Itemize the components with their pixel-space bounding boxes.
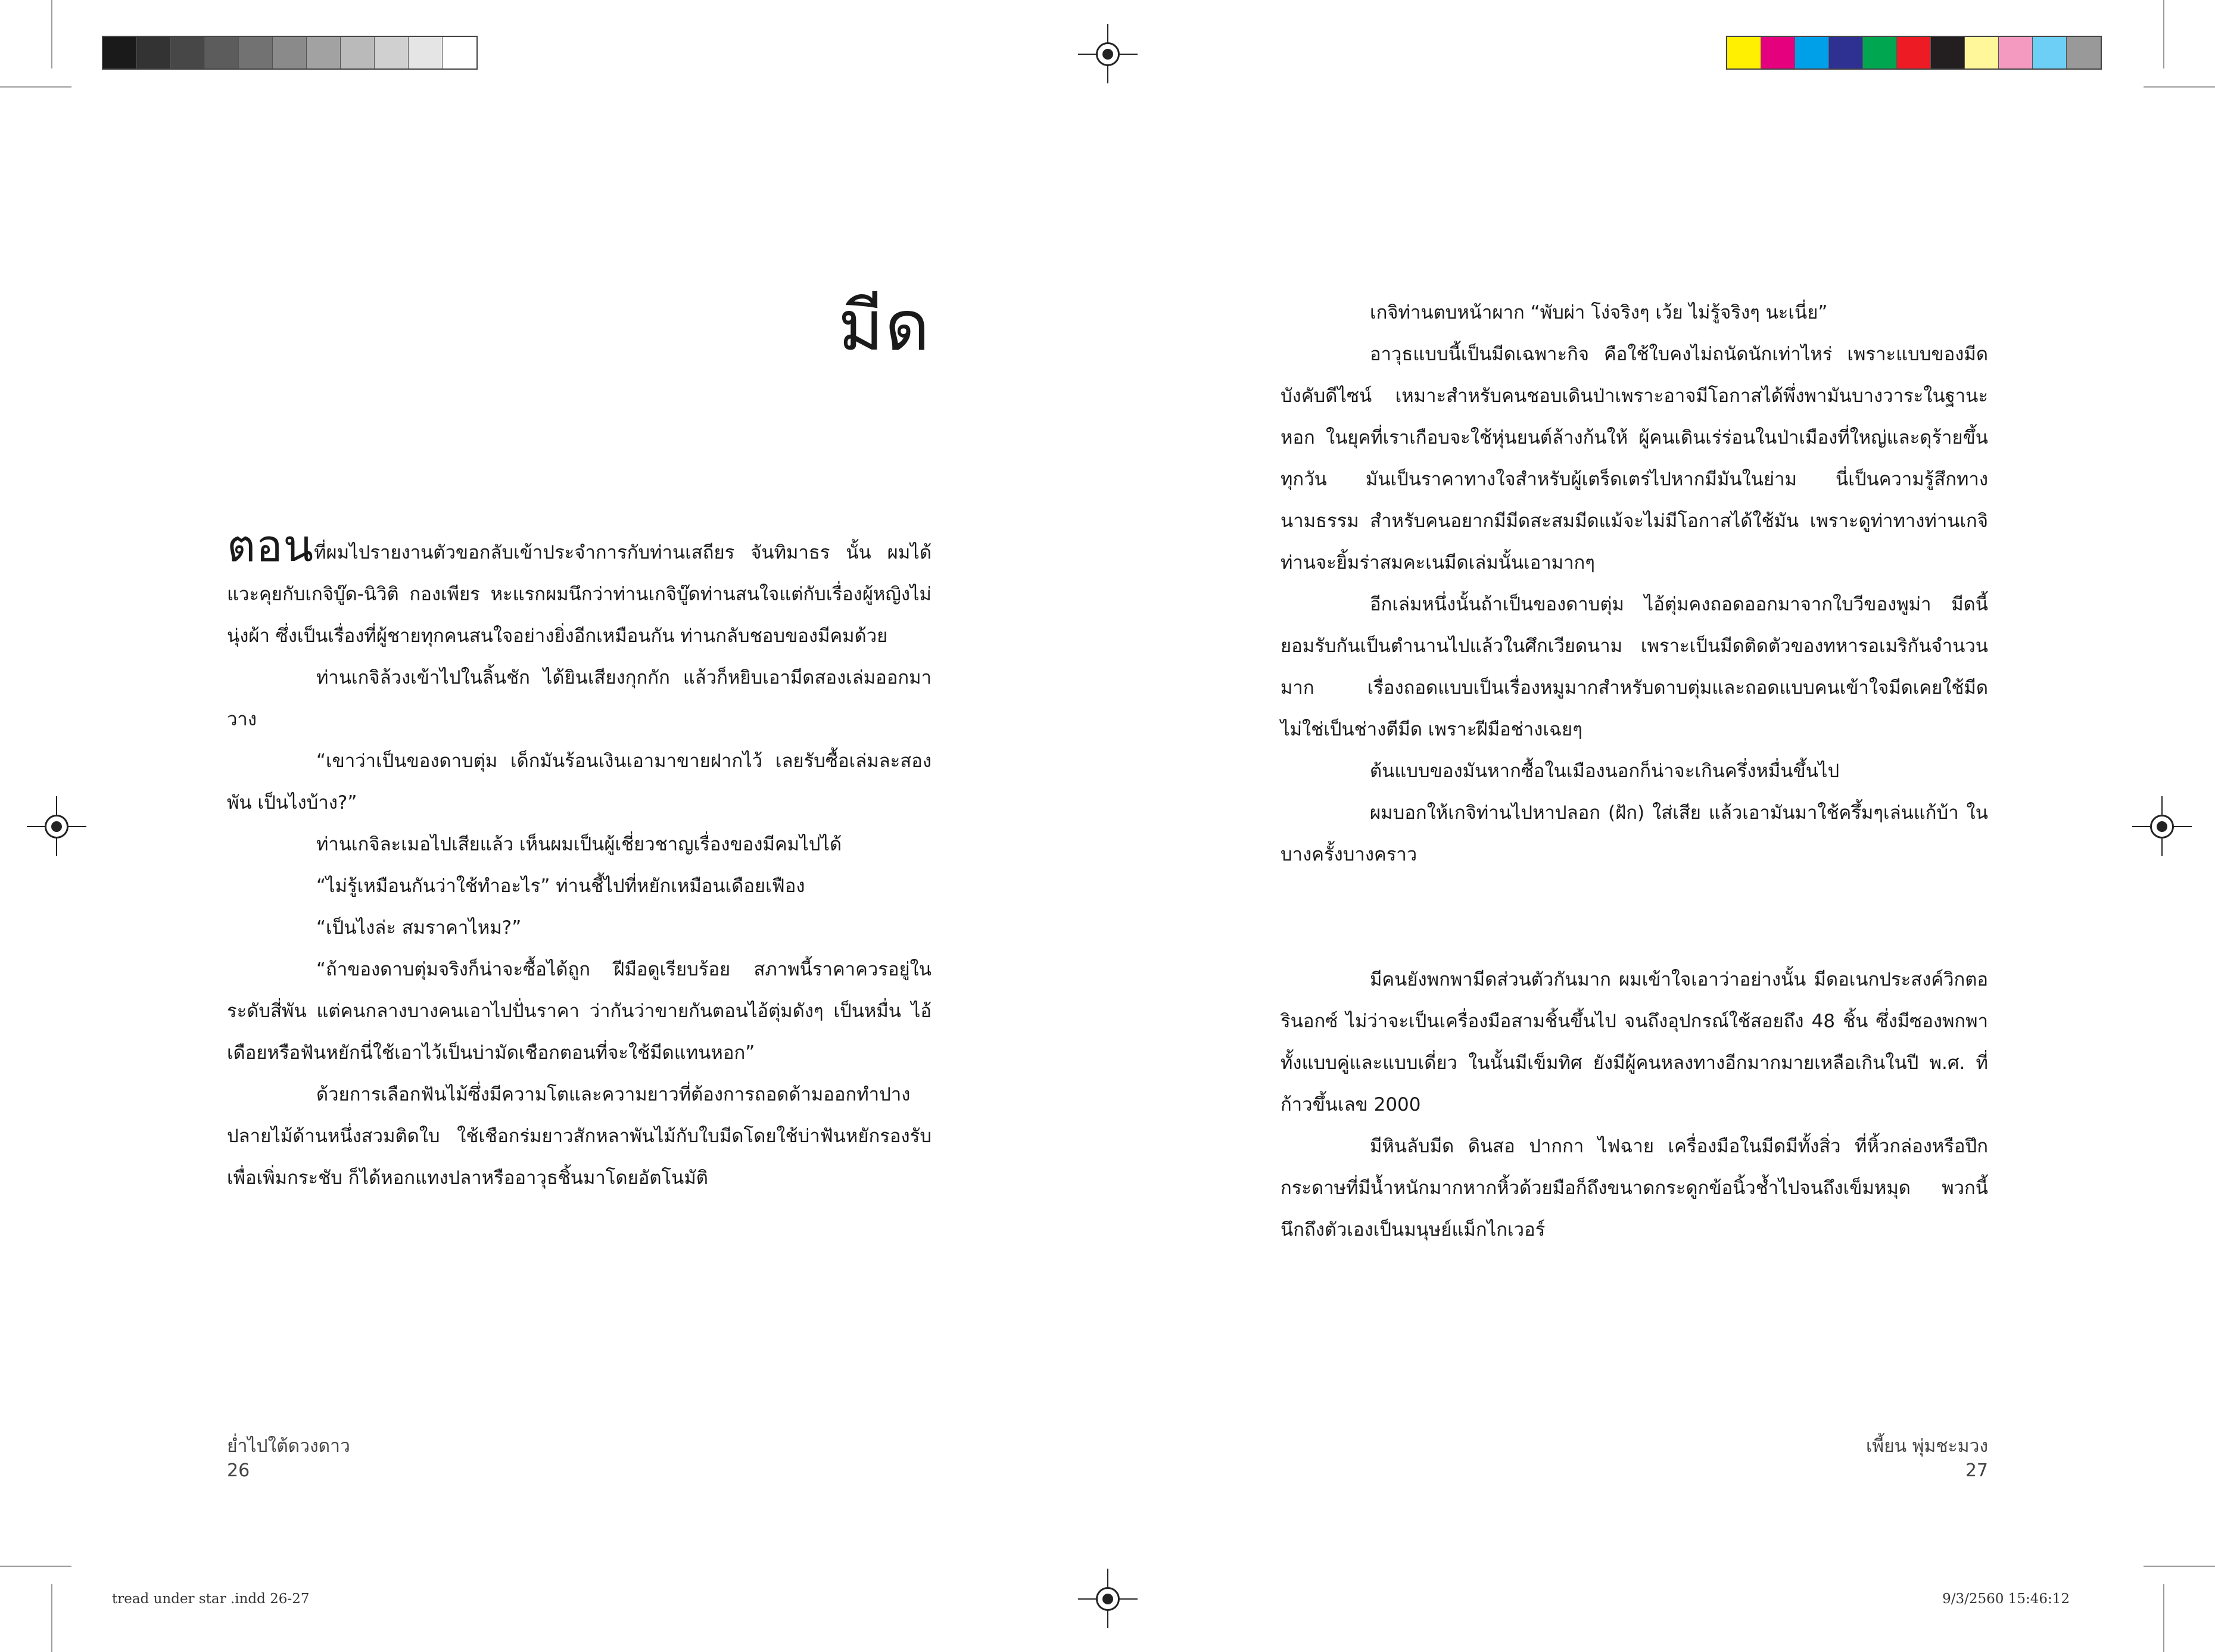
grayscale-color-bar — [102, 36, 478, 70]
color-swatch — [1897, 37, 1931, 68]
page-number-left: 26 — [227, 1460, 250, 1481]
slug-filename: tread under star .indd 26-27 — [112, 1591, 310, 1607]
process-color-bar — [1726, 36, 2102, 70]
paragraph: เกจิท่านตบหน้าผาก “พับผ่า โง่จริงๆ เว้ย ไม่รู้จริงๆ นะเนี่ย” — [1370, 302, 1828, 323]
paragraph: “เป็นไงล่ะ สมราคาไหม?” — [316, 917, 522, 939]
color-swatch — [1829, 37, 1863, 68]
color-swatch — [1761, 37, 1795, 68]
gray-swatch — [443, 37, 476, 68]
paragraph: อาวุธแบบนี้เป็นมีดเฉพาะกิจ คือใช้ใบคงไม่ถนัดนักเท่าไหร่ เพราะแบบของมีดบังคับดีไซน์ เหมาะสำหรับคนชอบเดินป่าเพราะอาจมีโอกาสได้พึ่งพามันบางวาระในฐานะหอก ในยุคที่เราเกือบจะใช้หุ่นยนต์ล้างก้นให้ ผู้คนเดินเร่ร่อนในป่าเมืองที่ใหญ่และดุร้ายขึ้นทุกวัน มันเป็นราคาทางใจสำหรับผู้เตร็ดเตร่ไปหากมีมันในย่าม นี่เป็นความรู้สึกทางนามธรรม สำหรับคนอยากมีมีดสะสมมีดแม้จะไม่มีโอกาสได้ใช้มัน เพราะดูท่าทางท่านเกจิท่านจะยิ้มร่าสมคะเนมีดเล่มนั้นเอามากๆ — [1281, 344, 1988, 573]
footer-author: เพี้ยน พุ่มชะมวง — [1866, 1436, 1988, 1457]
gray-swatch — [307, 37, 341, 68]
first-paragraph: ตอนที่ผมไปรายงานตัวขอกลับเข้าประจำการกับท่านเสถียร จันทิมาธร นั้น ผมได้แวะคุยกับเกจิบู๊ด-นิวิติ กองเพียร หะแรกผมนึกว่าท่านเกจิบู๊ดท่านสนใจแต่กับเรื่องผู้หญิงไม่นุ่งผ้า ซึ่งเป็นเรื่องที่ผู้ชายทุกคนสนใจอย่างยิ่งอีกเหมือนกัน ท่านกลับชอบของมีคมด้วย — [227, 520, 932, 647]
footer-book-title: ย่ำไปใต้ดวงดาว — [227, 1436, 350, 1457]
gray-swatch — [239, 37, 273, 68]
color-swatch — [1965, 37, 1999, 68]
color-swatch — [1727, 37, 1761, 68]
paragraph: ด้วยการเลือกฟันไม้ซึ่งมีความโตและความยาวที่ต้องการถอดด้ามออกทำปางปลายไม้ด้านหนึ่งสวมติดใบ ใช้เชือกร่มยาวสักหลาพันไม้กับใบมีดโดยใช้บ่าฟันหยักรองรับเพื่อเพิ่มกระชับ ก็ได้หอกแทงปลาหรืออาวุธชิ้นมาโดยอัตโนมัติ — [227, 1084, 932, 1189]
gray-swatch — [205, 37, 239, 68]
color-swatch — [1931, 37, 1965, 68]
paragraph: “เขาว่าเป็นของดาบตุ่ม เด็กมันร้อนเงินเอามาขายฝากไว้ เลยรับซื้อเล่มละสองพัน เป็นไงบ้าง?” — [227, 750, 932, 813]
slug-timestamp: 9/3/2560 15:46:12 — [1942, 1591, 2070, 1607]
section-break — [1281, 875, 1988, 959]
color-swatch — [1999, 37, 2033, 68]
paragraph: ต้นแบบของมันหากซื้อในเมืองนอกก็น่าจะเกินครึ่งหมื่นขึ้นไป — [1370, 760, 1840, 782]
color-swatch — [1795, 37, 1829, 68]
gray-swatch — [341, 37, 375, 68]
gray-swatch — [171, 37, 205, 68]
gray-swatch — [103, 37, 137, 68]
gray-swatch — [375, 37, 409, 68]
drop-word: ตอน — [227, 520, 314, 572]
page-number-right: 27 — [1965, 1460, 1988, 1481]
paragraph: ท่านเกจิล้วงเข้าไปในลิ้นชัก ได้ยินเสียงกุกกัก แล้วก็หยิบเอามีดสองเล่มออกมาวาง — [227, 667, 932, 730]
right-page-body — [1281, 292, 1988, 1251]
color-swatch — [1863, 37, 1897, 68]
gray-swatch — [409, 37, 443, 68]
color-swatch — [2067, 37, 2101, 68]
gray-swatch — [137, 37, 171, 68]
paragraph: ผมบอกให้เกจิท่านไปหาปลอก (ฝัก) ใส่เสีย แล้วเอามันมาใช้ครึ้มๆเล่นแก้บ้า ในบางครั้งบางคราว — [1281, 802, 1988, 865]
paragraph: “ถ้าของดาบตุ่มจริงก็น่าจะซื้อได้ถูก ฝีมือดูเรียบร้อย สภาพนี้ราคาควรอยู่ในระดับสี่พัน แต่คนกลางบางคนเอาไปปั่นราคา ว่ากันว่าขายกันตอนไอ้ตุ่มดังๆ เป็นหมื่น ไอ้เดือยหรือฟันหยักนี่ใช้เอาไว้เป็นบ่ามัดเชือกตอนที่จะใช้มีดแทนหอก” — [227, 959, 932, 1064]
chapter-title: มีด — [838, 286, 931, 366]
paragraph: “ไม่รู้เหมือนกันว่าใช้ทำอะไร” ท่านชี้ไปที่หยักเหมือนเดือยเฟือง — [316, 875, 805, 897]
paragraph: มีหินลับมีด ดินสอ ปากกา ไฟฉาย เครื่องมือในมีดมีทั้งสิ่ว ที่หิ้วกล่องหรือปึกกระดาษที่มีน้ำหนักมากหากหิ้วด้วยมือก็ถึงขนาดกระดูกข้อนิ้วช้ำไปจนถึงเข็มหมุด พวกนี้นึกถึงตัวเองเป็นมนุษย์แม็กไกเวอร์ — [1281, 1136, 1988, 1240]
color-swatch — [2033, 37, 2067, 68]
left-page-body — [227, 520, 932, 1199]
paragraph: ท่านเกจิละเมอไปเสียแล้ว เห็นผมเป็นผู้เชี่ยวชาญเรื่องของมีคมไปได้ — [316, 834, 842, 855]
paragraph: มีคนยังพกพามีดส่วนตัวกันมาก ผมเข้าใจเอาว่าอย่างนั้น มีดอเนกประสงค์วิกตอรินอกซ์ ไม่ว่าจะเป็นเครื่องมือสามชิ้นขึ้นไป จนถึงอุปกรณ์ใช้สอยถึง 48 ชิ้น ซึ่งมีซองพกพาทั้งแบบคู่และแบบเดี่ยว ในนั้นมีเข็มทิศ ยังมีผู้คนหลงทางอีกมากมายเหลือเกินในปี พ.ศ. ที่ก้าวขึ้นเลข 2000 — [1281, 969, 1988, 1115]
gray-swatch — [273, 37, 307, 68]
paragraph: อีกเล่มหนึ่งนั้นถ้าเป็นของดาบตุ่ม ไอ้ตุ่มคงถอดออกมาจากใบวีของพูม่า มีดนี้ยอมรับกันเป็นตำนานไปแล้วในศึกเวียดนาม เพราะเป็นมีดติดตัวของทหารอเมริกันจำนวนมาก เรื่องถอดแบบเป็นเรื่องหมูมากสำหรับดาบตุ่มและถอดแบบคนเข้าใจมีดเคยใช้มีด ไม่ใช่เป็นช่างตีมีด เพราะฝีมือช่างเฉยๆ — [1281, 594, 1988, 740]
